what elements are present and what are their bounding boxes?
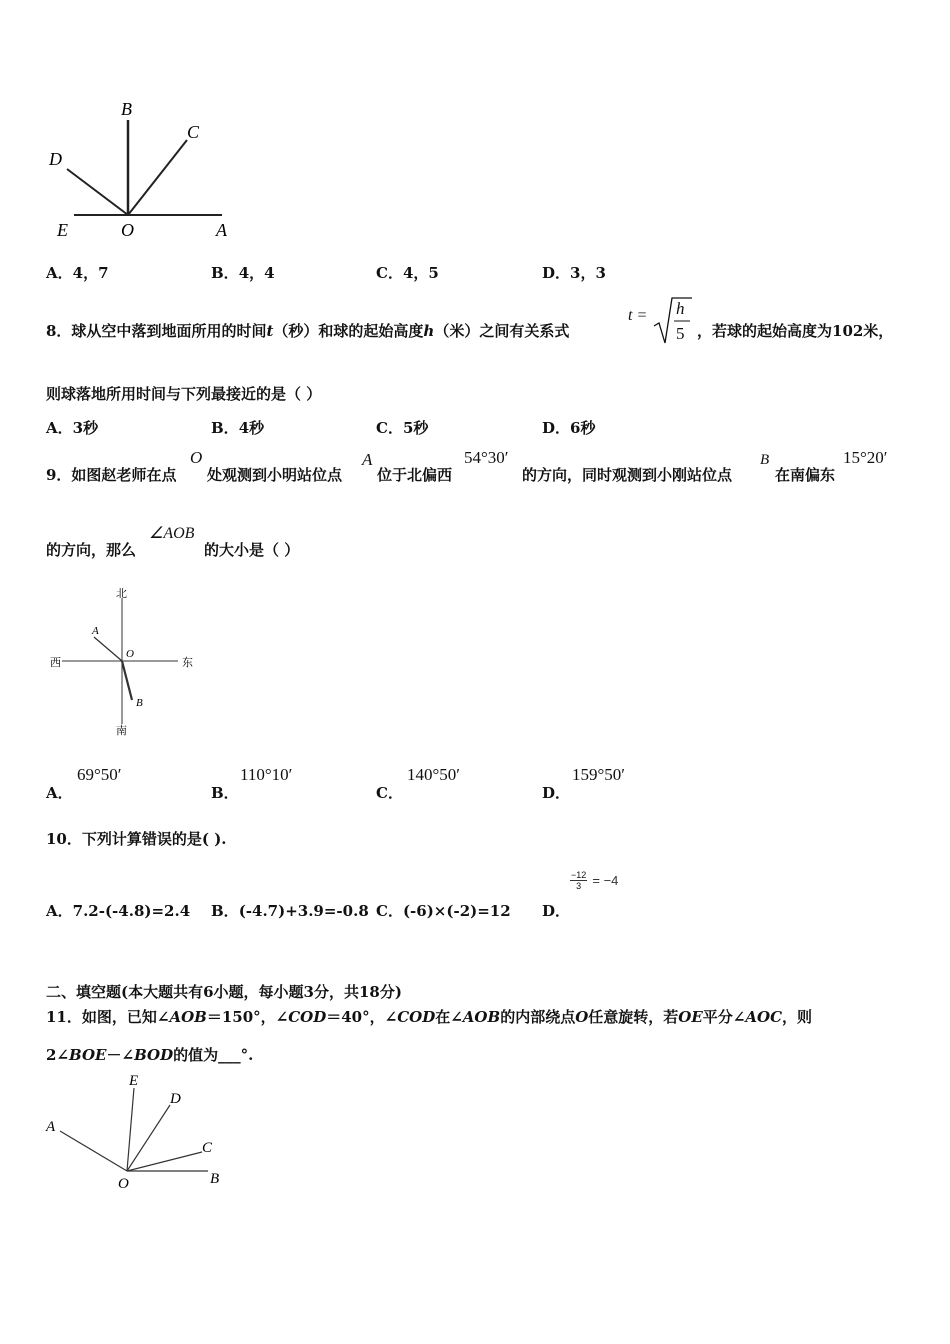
- q9-stem-p1: 9．如图赵老师在点: [46, 466, 177, 484]
- figure-q11-rays: [40, 1068, 240, 1198]
- ray-oa: [94, 637, 122, 661]
- label-o: O: [121, 220, 134, 240]
- q9-stem-p3: 位于北偏西: [377, 466, 453, 484]
- q9-option-d-letter[interactable]: D．: [542, 784, 571, 802]
- q11-stem-line2: 2∠BOE－∠BOD的值为___°.: [46, 1046, 254, 1064]
- q7-option-b[interactable]: B．4，4: [211, 264, 275, 282]
- label-d: D: [170, 1091, 181, 1107]
- q10-option-c[interactable]: C．(-6)×(-2)=12: [376, 902, 511, 920]
- q9-option-a-value: 69°50′: [77, 765, 122, 784]
- q9-stem-p5: 在南偏东: [775, 466, 836, 484]
- q8-stem-line2: 则球落地所用时间与下列最接近的是（ ）: [46, 385, 322, 403]
- answer-blank[interactable]: ___: [218, 1046, 241, 1064]
- label-d: D: [49, 149, 62, 169]
- q8-stem-line1-tail: ，若球的起始高度为102米，: [697, 322, 894, 340]
- label-e: E: [57, 220, 68, 240]
- compass-label-b: B: [136, 697, 143, 709]
- q10-option-d-letter[interactable]: D．: [542, 902, 571, 920]
- q10-option-d-formula: $\frac{-12}{3} = -4$: [571, 870, 619, 891]
- q7-option-c[interactable]: C．4，5: [376, 264, 439, 282]
- q8-formula: t = h 5: [628, 296, 694, 346]
- q10-option-a[interactable]: A．7.2-(-4.8)=2.4: [46, 902, 191, 920]
- compass-east: 东: [182, 657, 193, 669]
- label-c: C: [187, 122, 200, 142]
- q9-option-d-value: 159°50′: [572, 765, 626, 784]
- q9-option-c-letter[interactable]: C．: [376, 784, 403, 802]
- q8-option-b[interactable]: B．4秒: [211, 419, 265, 437]
- q11-stem-line1: 11．如图，已知∠AOB＝150°，∠COD＝40°，∠COD在∠AOB的内部绕点O任意旋转，若OE平分∠AOC，则: [46, 1008, 813, 1026]
- figure-compass: [44, 582, 214, 742]
- figure-rays-eoa: [40, 95, 250, 245]
- q9-angle2: 15°20′: [843, 448, 888, 467]
- q9-point-b: B: [760, 452, 770, 468]
- q8-stem-line1: 8．球从空中落到地面所用的时间t（秒）和球的起始高度h（米）之间有关系式: [46, 322, 570, 340]
- q7-option-a[interactable]: A．4，7: [46, 264, 109, 282]
- ray-od: [67, 169, 128, 215]
- q9-angle1: 54°30′: [464, 448, 509, 467]
- ray-ob: [122, 661, 132, 700]
- label-b: B: [121, 99, 132, 119]
- ray-oa: [60, 1131, 127, 1171]
- q9-stem-line2-p2: 的大小是（ ）: [204, 541, 300, 559]
- q9-option-a-letter[interactable]: A．: [46, 784, 73, 802]
- q9-option-b-letter[interactable]: B．: [211, 784, 239, 802]
- q9-stem-line2-p1: 的方向，那么: [46, 541, 137, 559]
- compass-label-o: O: [126, 648, 134, 660]
- q9-point-o: O: [190, 448, 203, 467]
- q10-stem: 10．下列计算错误的是( ).: [46, 830, 227, 848]
- q9-point-a: A: [362, 450, 373, 469]
- label-o: O: [118, 1176, 129, 1192]
- section2-title: 二、填空题(本大题共有6小题，每小题3分，共18分): [46, 983, 402, 1001]
- compass-west: 西: [50, 657, 61, 669]
- ray-oe: [127, 1088, 134, 1171]
- compass-south: 南: [116, 725, 127, 737]
- sqrt-sign-icon: [652, 296, 692, 346]
- q7-option-d[interactable]: D．3，3: [542, 264, 606, 282]
- q8-option-c[interactable]: C．5秒: [376, 419, 429, 437]
- compass-label-a: A: [92, 625, 99, 637]
- ray-od: [127, 1105, 170, 1171]
- label-c: C: [202, 1140, 213, 1156]
- q9-stem-p4: 的方向，同时观测到小刚站位点: [522, 466, 733, 484]
- compass-north: 北: [116, 588, 127, 600]
- label-a: A: [216, 220, 227, 240]
- q9-option-c-value: 140°50′: [407, 765, 461, 784]
- q10-option-b[interactable]: B．(-4.7)+3.9=-0.8: [211, 902, 369, 920]
- label-b: B: [210, 1171, 220, 1187]
- label-e: E: [129, 1073, 139, 1089]
- q8-option-d[interactable]: D．6秒: [542, 419, 596, 437]
- q8-option-a[interactable]: A．3秒: [46, 419, 99, 437]
- ray-oc: [128, 140, 187, 215]
- q9-option-b-value: 110°10′: [240, 765, 293, 784]
- q9-angle-name: ∠AOB: [149, 525, 195, 542]
- label-a: A: [46, 1119, 56, 1135]
- ray-oc: [127, 1152, 202, 1171]
- q9-stem-p2: 处观测到小明站位点: [207, 466, 343, 484]
